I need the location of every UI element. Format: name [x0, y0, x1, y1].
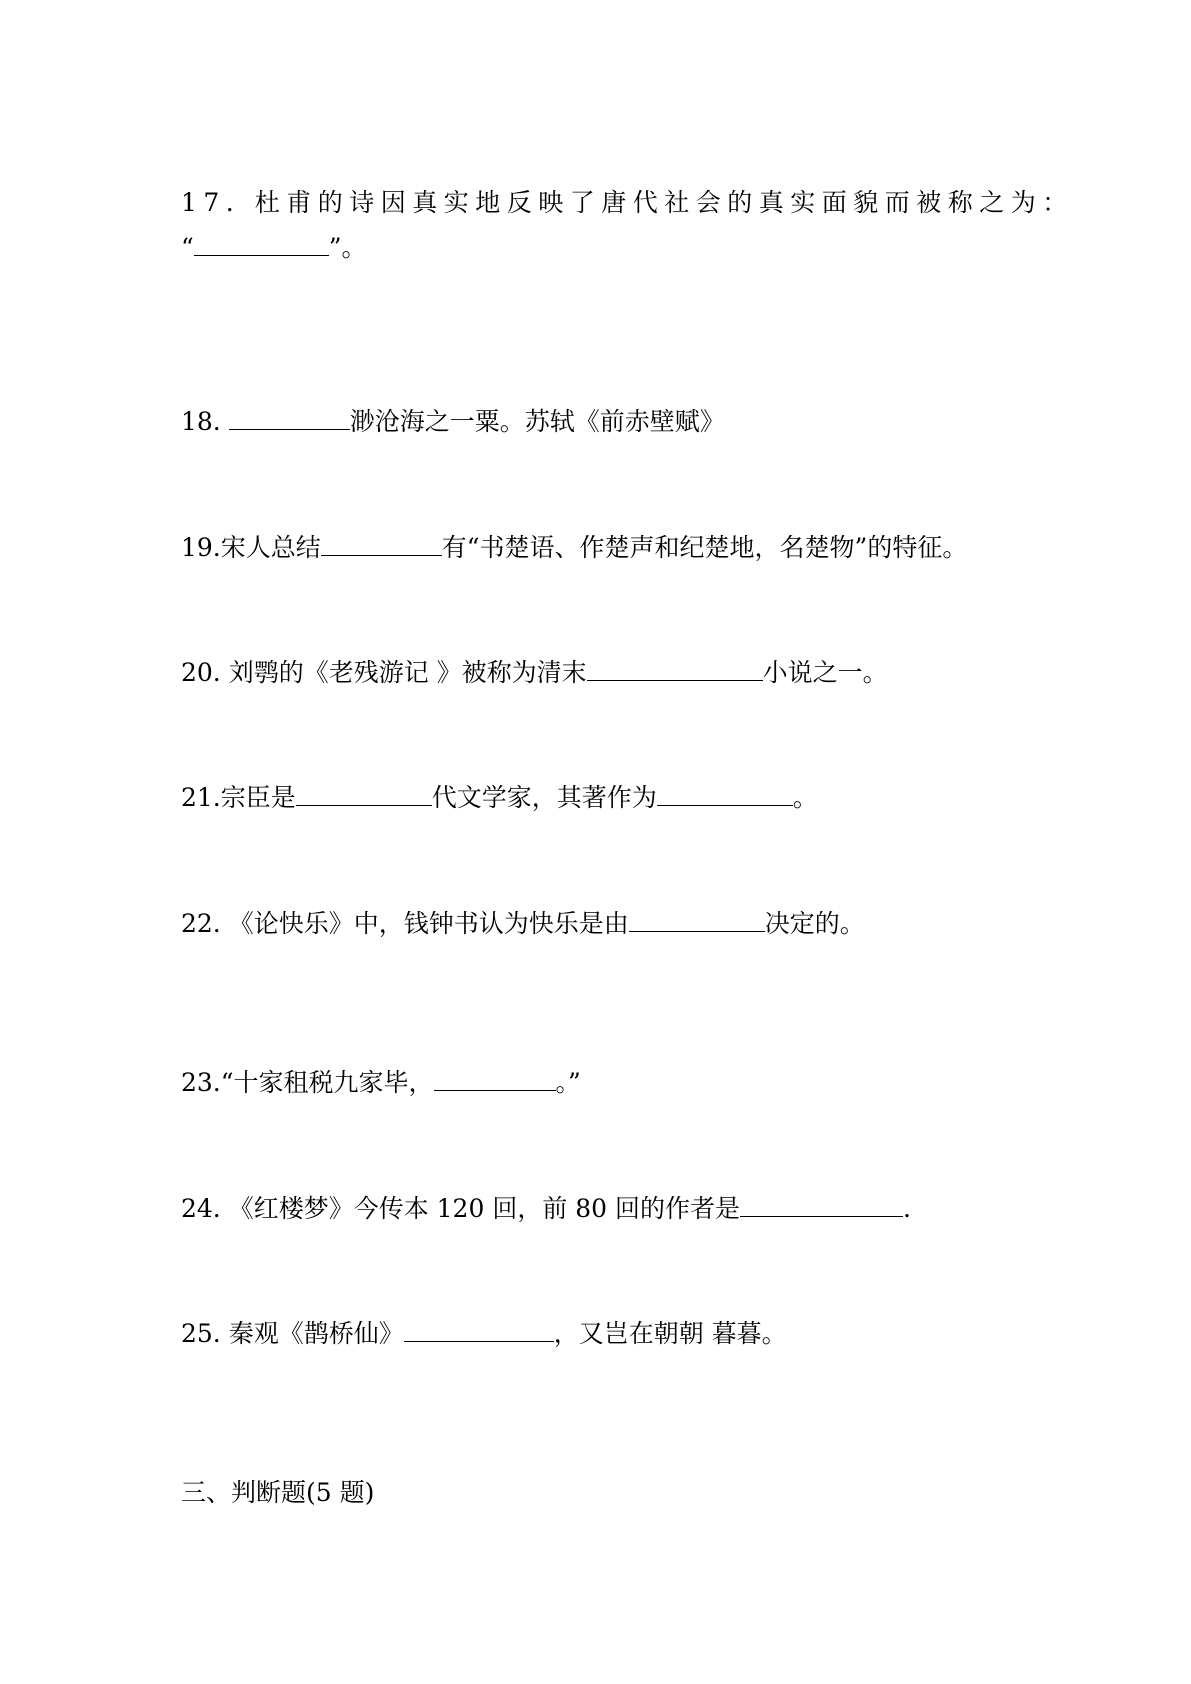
question-21-prefix: 21.宗臣是 — [181, 783, 296, 812]
question-21 — [181, 781, 818, 815]
question-19-prefix: 19.宋人总结 — [181, 533, 321, 562]
question-19-suffix: 有“书楚语、作楚声和纪楚地，名楚物”的特征。 — [441, 533, 968, 562]
question-24-prefix: 24. 《红楼梦》今传本 120 回，前 80 回的作者是 — [181, 1194, 741, 1223]
question-20 — [181, 656, 888, 690]
question-24 — [181, 1192, 911, 1226]
question-23 — [181, 1066, 581, 1100]
answer-blank[interactable] — [434, 1066, 556, 1091]
open-quote: “ — [181, 233, 194, 262]
answer-blank[interactable] — [629, 907, 765, 932]
answer-blank[interactable] — [194, 231, 329, 256]
section-heading-text: 三、判断题(5 题) — [181, 1478, 375, 1507]
question-18-prefix: 18. — [181, 407, 229, 436]
question-24-suffix: . — [903, 1194, 911, 1223]
question-22-suffix: 决定的。 — [764, 909, 865, 938]
question-22-prefix: 22. 《论快乐》中，钱钟书认为快乐是由 — [181, 909, 629, 938]
question-17-text: 17. 杜甫的诗因真实地反映了唐代社会的真实面貌而被称之为： — [181, 188, 1074, 217]
question-25-prefix: 25. 秦观《鹊桥仙》 — [181, 1319, 404, 1348]
answer-blank[interactable] — [321, 531, 442, 556]
question-21-suffix: 。 — [792, 783, 818, 812]
question-22 — [181, 907, 865, 941]
question-18 — [181, 405, 725, 439]
question-17-line-1 — [181, 186, 1074, 220]
question-20-suffix: 小说之一。 — [762, 658, 888, 687]
close-quote: ”。 — [328, 233, 367, 262]
question-25-suffix: ，又岂在朝朝 暮暮。 — [553, 1319, 787, 1348]
answer-blank[interactable] — [740, 1192, 903, 1217]
question-21-middle: 代文学家，其著作为 — [431, 783, 657, 812]
question-25 — [181, 1317, 787, 1351]
question-19 — [181, 531, 967, 565]
answer-blank[interactable] — [657, 781, 793, 806]
question-23-suffix: 。” — [555, 1068, 581, 1097]
section-heading — [181, 1476, 374, 1510]
answer-blank[interactable] — [229, 405, 350, 430]
question-18-suffix: 渺沧海之一粟。苏轼《前赤壁赋》 — [349, 407, 725, 436]
question-20-prefix: 20. 刘鹗的《老残游记 》被称为清末 — [181, 658, 587, 687]
answer-blank[interactable] — [404, 1317, 554, 1342]
question-23-prefix: 23.“十家租税九家毕， — [181, 1068, 434, 1097]
question-17-line-2 — [181, 231, 367, 265]
answer-blank[interactable] — [587, 656, 763, 681]
answer-blank[interactable] — [296, 781, 432, 806]
